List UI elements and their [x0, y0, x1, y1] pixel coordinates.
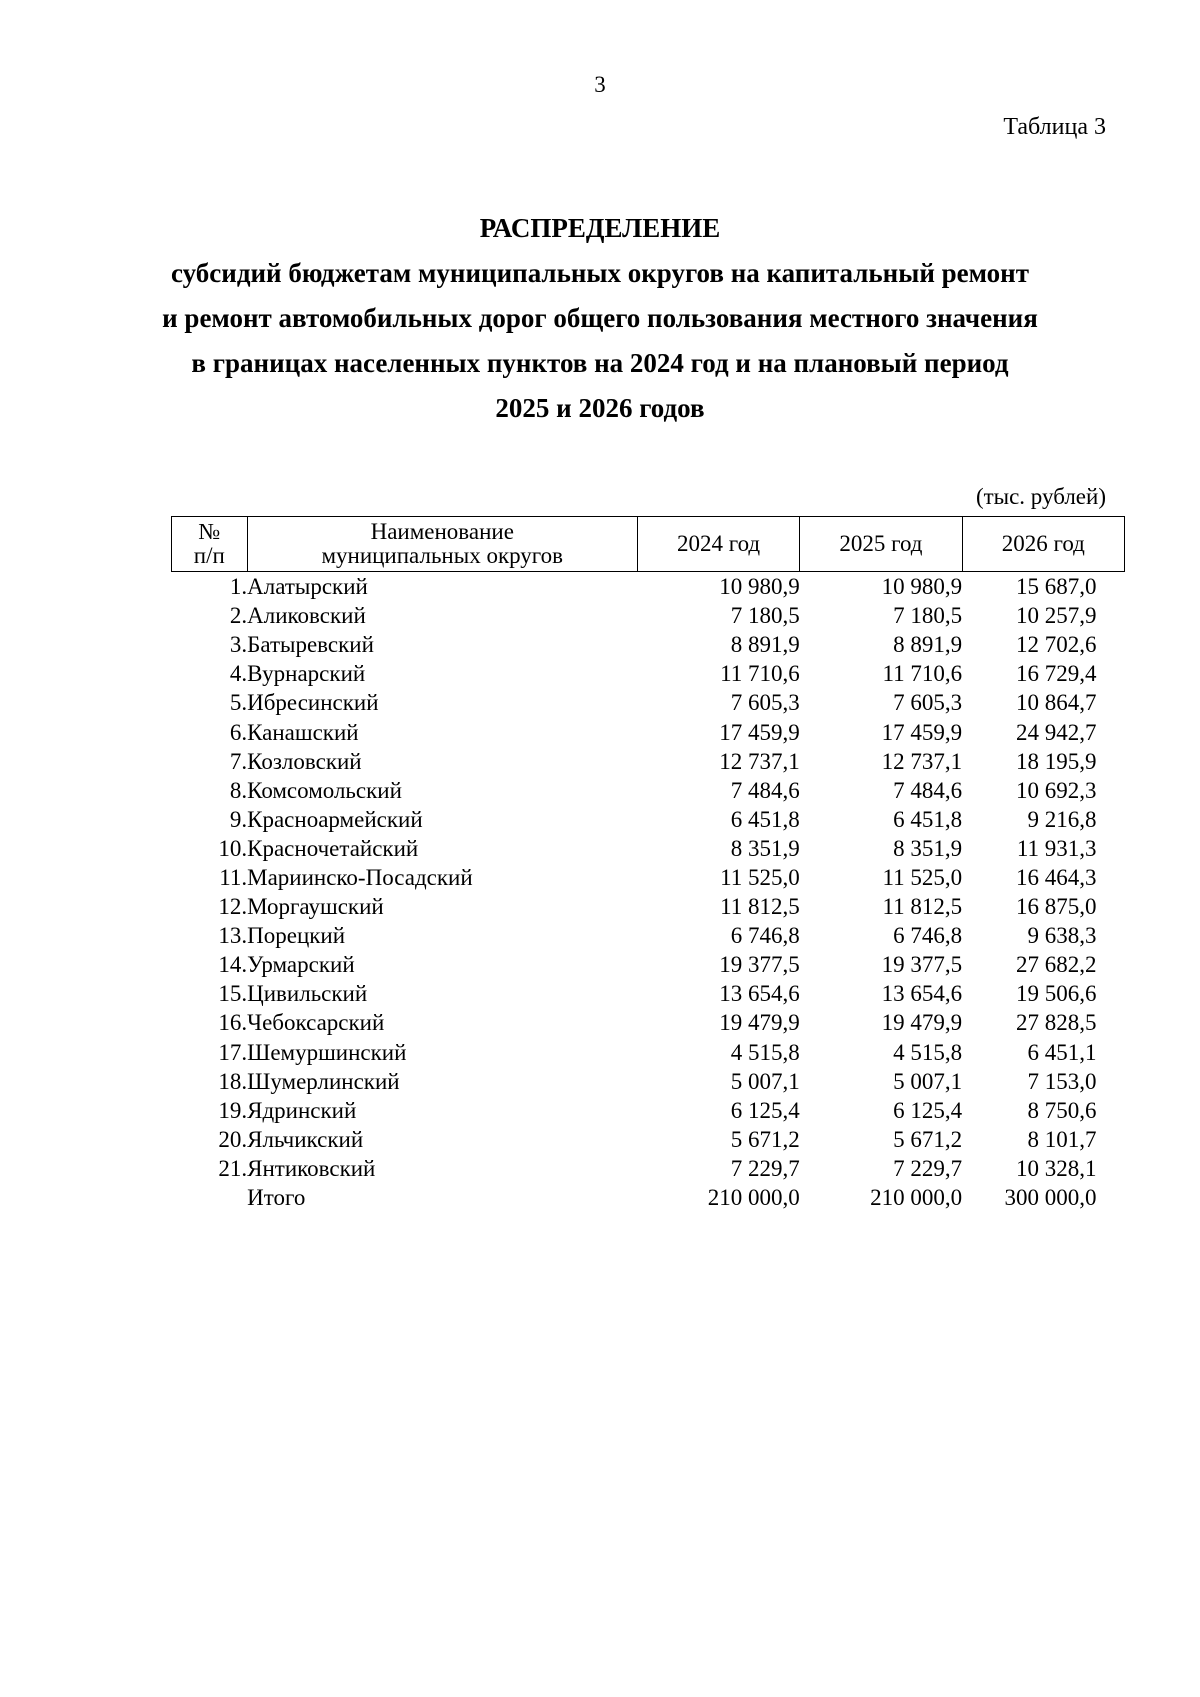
title-line-4: в границах населенных пунктов на 2024 год и на плановый период	[191, 348, 1009, 378]
table-row	[172, 1154, 1125, 1183]
value-2026: 15 687,0	[1016, 574, 1097, 600]
district-name: Аликовский	[247, 603, 366, 629]
table-row	[172, 1125, 1125, 1154]
value-2024: 5 007,1	[730, 1068, 800, 1094]
table-row	[172, 1067, 1125, 1096]
table-row	[172, 834, 1125, 863]
district-name: Вурнарский	[247, 661, 366, 687]
table-row	[172, 572, 1125, 602]
value-2024: 19 377,5	[719, 952, 800, 978]
district-name: Мариинско-Посадский	[247, 864, 473, 890]
row-number: 5.	[229, 690, 248, 716]
value-2024: 8 351,9	[730, 835, 800, 861]
table-label: Таблица 3	[1003, 114, 1106, 140]
district-name: Ядринский	[247, 1097, 357, 1123]
district-name: Канашский	[247, 719, 359, 745]
table-row	[172, 892, 1125, 921]
value-2025: 6 746,8	[893, 923, 963, 949]
value-2024: 7 229,7	[730, 1155, 800, 1181]
title-line-1: РАСПРЕДЕЛЕНИЕ	[479, 213, 721, 243]
value-2024: 19 479,9	[719, 1010, 800, 1036]
value-2024: 7 605,3	[730, 690, 800, 716]
table-row	[172, 601, 1125, 630]
value-2025: 4 515,8	[893, 1039, 963, 1065]
row-number: 7.	[229, 748, 248, 774]
district-name: Батыревский	[247, 632, 374, 658]
value-2025: 19 479,9	[881, 1010, 963, 1036]
row-number: 10.	[218, 835, 248, 861]
value-2026: 11 931,3	[1016, 835, 1097, 861]
value-2026: 27 682,2	[1016, 952, 1097, 978]
district-name: Комсомольский	[247, 777, 402, 803]
value-2026: 10 692,3	[1016, 777, 1097, 803]
district-name: Чебоксарский	[247, 1010, 385, 1036]
header-name-line-2: муниципальных округов	[321, 543, 564, 568]
title-line-2: субсидий бюджетам муниципальных округов на капитальный ремонт	[171, 258, 1029, 288]
value-2025: 8 351,9	[893, 835, 963, 861]
district-name: Цивильский	[247, 981, 368, 1007]
value-2026: 300 000,0	[1004, 1185, 1097, 1211]
row-number: 20.	[218, 1126, 248, 1152]
value-2024: 17 459,9	[719, 719, 800, 745]
value-2026: 24 942,7	[1016, 719, 1097, 745]
district-name: Ибресинский	[247, 690, 379, 716]
value-2026: 9 638,3	[1027, 923, 1097, 949]
value-2025: 210 000,0	[870, 1185, 963, 1211]
value-2024: 11 812,5	[720, 894, 800, 920]
value-2024: 7 180,5	[730, 603, 800, 629]
value-2024: 6 746,8	[730, 923, 800, 949]
district-name: Урмарский	[247, 952, 355, 978]
row-number: 18.	[218, 1068, 248, 1094]
value-2026: 6 451,1	[1027, 1039, 1097, 1065]
row-number: 4.	[229, 661, 248, 687]
district-name: Красночетайский	[247, 835, 419, 861]
header-2024: 2024 год	[637, 517, 799, 572]
table-header-row	[172, 517, 1125, 572]
value-2024: 6 125,4	[730, 1097, 800, 1123]
row-number: 15.	[218, 981, 248, 1007]
value-2025: 10 980,9	[881, 574, 963, 600]
district-name: Итого	[247, 1185, 306, 1211]
distribution-table	[171, 516, 1125, 1212]
units-note: (тыс. рублей)	[975, 484, 1106, 509]
value-2025: 12 737,1	[881, 748, 963, 774]
title-line-5: 2025 и 2026 годов	[495, 393, 705, 423]
value-2025: 6 125,4	[893, 1097, 963, 1123]
page-number: 3	[594, 72, 606, 97]
row-number: 6.	[229, 719, 248, 745]
row-number: 14.	[218, 952, 248, 978]
district-name: Шумерлинский	[247, 1068, 400, 1094]
district-name: Шемуршинский	[247, 1039, 407, 1065]
value-2026: 9 216,8	[1027, 806, 1097, 832]
district-name: Красноармейский	[247, 806, 423, 832]
district-name: Яльчикский	[247, 1126, 364, 1152]
value-2025: 5 671,2	[893, 1126, 963, 1152]
value-2026: 10 257,9	[1016, 603, 1097, 629]
header-name-line-1: Наименование	[370, 519, 514, 544]
value-2024: 4 515,8	[730, 1039, 800, 1065]
table-row	[172, 747, 1125, 776]
row-number: 12.	[218, 894, 248, 920]
header-number-line-2: п/п	[193, 543, 225, 568]
value-2026: 27 828,5	[1016, 1010, 1097, 1036]
row-number: 16.	[218, 1010, 248, 1036]
header-number	[172, 517, 248, 572]
value-2025: 11 812,5	[882, 894, 963, 920]
table-row	[172, 776, 1125, 805]
table-row	[172, 863, 1125, 892]
value-2025: 13 654,6	[881, 981, 963, 1007]
value-2024: 8 891,9	[730, 632, 800, 658]
value-2025: 11 525,0	[882, 864, 963, 890]
total-row	[172, 1183, 1125, 1212]
table-row	[172, 630, 1125, 659]
value-2024: 11 710,6	[720, 661, 800, 687]
row-number: 8.	[229, 777, 248, 803]
value-2025: 19 377,5	[881, 952, 963, 978]
value-2024: 11 525,0	[720, 864, 800, 890]
row-number: 21.	[218, 1155, 248, 1181]
table-row	[172, 950, 1125, 979]
district-name: Козловский	[247, 748, 362, 774]
district-name: Порецкий	[247, 923, 346, 949]
table-row	[172, 921, 1125, 950]
district-name: Алатырский	[247, 574, 368, 600]
district-name: Моргаушский	[247, 894, 384, 920]
district-name: Янтиковский	[247, 1155, 376, 1181]
value-2026: 10 864,7	[1016, 690, 1097, 716]
document-title	[0, 206, 1200, 431]
table-row	[172, 805, 1125, 834]
value-2025: 7 180,5	[893, 603, 963, 629]
table-row	[172, 688, 1125, 717]
value-2026: 16 729,4	[1016, 661, 1097, 687]
value-2026: 10 328,1	[1016, 1155, 1097, 1181]
row-number: 17.	[218, 1039, 248, 1065]
header-2025: 2025 год	[800, 517, 962, 572]
header-2026: 2026 год	[962, 517, 1124, 572]
value-2026: 7 153,0	[1027, 1068, 1097, 1094]
row-number: 13.	[218, 923, 248, 949]
value-2025: 11 710,6	[882, 661, 963, 687]
row-number: 3.	[229, 632, 248, 658]
title-line-3: и ремонт автомобильных дорог общего пользования местного значения	[162, 303, 1038, 333]
value-2026: 18 195,9	[1016, 748, 1097, 774]
value-2025: 7 484,6	[893, 777, 963, 803]
header-name	[247, 517, 637, 572]
value-2026: 8 750,6	[1027, 1097, 1097, 1123]
table-row	[172, 1038, 1125, 1067]
row-number: 1.	[229, 574, 248, 600]
table-row	[172, 1096, 1125, 1125]
row-number	[172, 1183, 248, 1212]
value-2026: 12 702,6	[1016, 632, 1097, 658]
value-2024: 13 654,6	[719, 981, 800, 1007]
value-2025: 6 451,8	[893, 806, 963, 832]
row-number: 9.	[229, 806, 248, 832]
value-2025: 8 891,9	[893, 632, 963, 658]
value-2025: 17 459,9	[881, 719, 963, 745]
row-number: 19.	[218, 1097, 248, 1123]
value-2024: 6 451,8	[730, 806, 800, 832]
table-body	[172, 572, 1125, 1213]
header-number-line-1: №	[198, 519, 221, 544]
value-2024: 210 000,0	[707, 1185, 800, 1211]
value-2025: 5 007,1	[893, 1068, 963, 1094]
table-row	[172, 717, 1125, 746]
value-2026: 16 464,3	[1016, 864, 1097, 890]
value-2024: 12 737,1	[719, 748, 800, 774]
row-number: 2.	[229, 603, 248, 629]
table-row	[172, 659, 1125, 688]
value-2024: 5 671,2	[730, 1126, 800, 1152]
row-number: 11.	[219, 864, 248, 890]
value-2025: 7 605,3	[893, 690, 963, 716]
table-row	[172, 1008, 1125, 1037]
value-2026: 19 506,6	[1016, 981, 1097, 1007]
value-2026: 8 101,7	[1027, 1126, 1097, 1152]
value-2024: 10 980,9	[719, 574, 800, 600]
value-2025: 7 229,7	[893, 1155, 963, 1181]
table-row	[172, 979, 1125, 1008]
value-2026: 16 875,0	[1016, 894, 1097, 920]
value-2024: 7 484,6	[730, 777, 800, 803]
